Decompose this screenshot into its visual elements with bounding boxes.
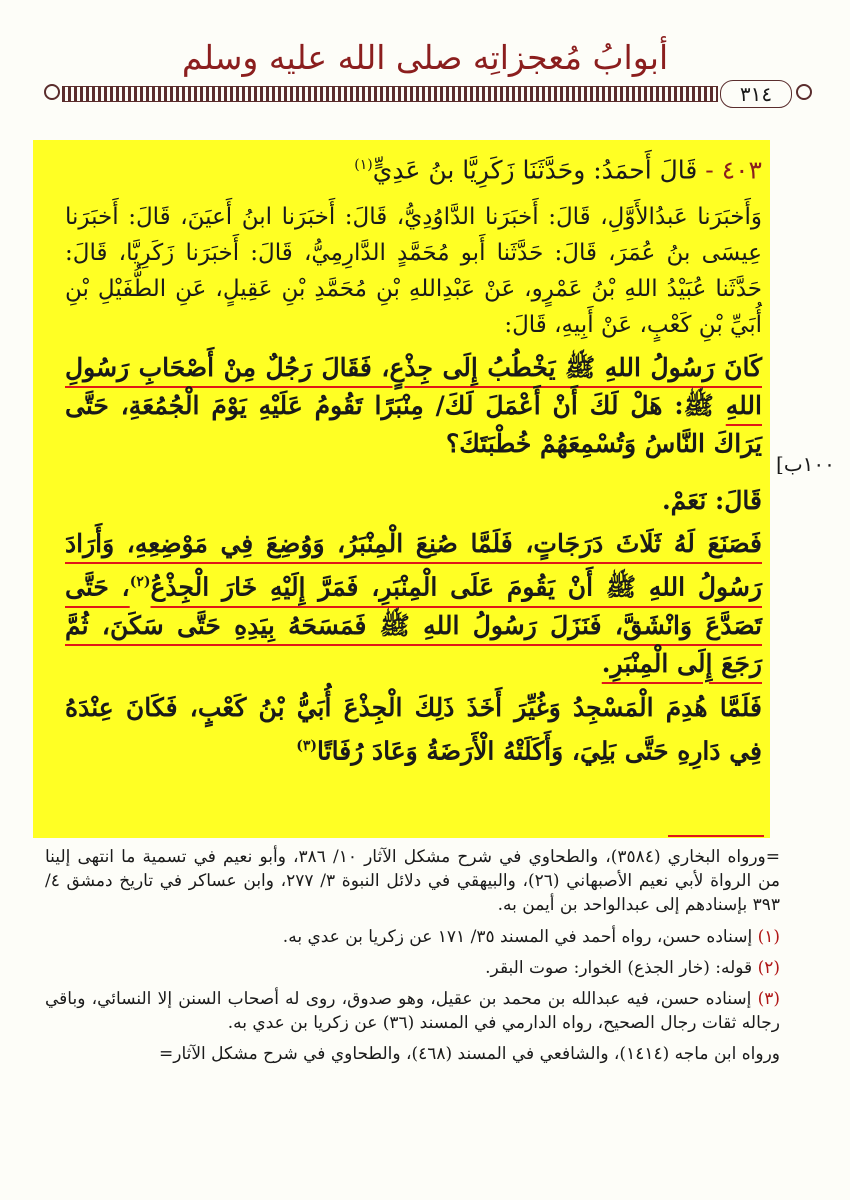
matn-paragraph-3: [55, 689, 762, 770]
footnote-ref-3: (٣): [296, 737, 318, 754]
rosette-left-icon: [44, 84, 60, 100]
hadith-opening: قَالَ أَحمَدُ: وحَدَّثَنَا زَكَرِيَّا بنُ عَدِيٍّ: [372, 155, 698, 185]
footnote-item: [45, 925, 780, 949]
footnote-text: إسناده حسن، رواه أحمد في المسند ٣٥/ ١٧١ عن زكريا بن عدي به.: [282, 927, 753, 947]
page-number: ٣١٤: [720, 80, 792, 108]
hadith-number: ٤٠٣ -: [705, 155, 762, 185]
matn-2-underlined-b: ، حَتَّى تَصَدَّعَ وَانْشَقَّ، فَنَزَلَ رَسُولُ اللهِ ﷺ فَمَسَحَهُ بِيَدِهِ حَتَّى سَكَنَ، ثُمَّ رَجَعَ إِلَى الْمِنْبَرِ.: [65, 572, 762, 678]
hadith-opening-line: [55, 148, 762, 187]
footnotes: [45, 845, 780, 1066]
footnote-text: قوله: (خار الجذع) الخوار: صوت البقر.: [485, 958, 753, 978]
hadith-body: [55, 140, 770, 838]
footnote-number: (٣): [757, 989, 781, 1009]
footnote-separator: [668, 835, 764, 837]
matn-2-underlined-a: فَصَنَعَ لَهُ ثَلَاثَ دَرَجَاتٍ، فَلَمَّا صُنِعَ الْمِنْبَرُ، وَوُضِعَ فِي مَوْضِعِهِ، وَأَرَادَ رَسُولُ اللهِ ﷺ أَنْ يَقُومَ عَلَى الْمِنْبَرِ، فَمَرَّ إِلَيْهِ خَارَ الْجِذْعُ: [65, 529, 762, 602]
footnote-text: إسناده حسن، فيه عبدالله بن محمد بن عقيل، وهو صدوق، روى له أصحاب السنن إلا النسائي، وباقي رجاله ثقات رجال الصحيح، رواه الدارمي في المسند (٣٦) عن زكريا بن عدي به.: [45, 989, 780, 1033]
matn-3: فَلَمَّا هُدِمَ الْمَسْجِدُ وَغُيِّرَ أَخَذَ ذَلِكَ الْجِذْعَ أُبَيُّ بْنُ كَعْبٍ، فَكَانَ عِنْدَهُ فِي دَارِهِ حَتَّى بَلِيَ، وَأَكَلَتْهُ الْأَرَضَةُ وَعَادَ رُفَاتًا: [65, 692, 762, 765]
footnote-continuation-intro: =ورواه البخاري (٣٥٨٤)، والطحاوي في شرح مشكل الآثار ١٠/ ٣٨٦، وأبو نعيم في تسمية ما انتهى إلينا من الرواة لأبي نعيم الأصبهاني (٢٦)، والبيهقي في دلائل النبوة ٣/ ٢٧٧، وابن عساكر في تاريخ دمشق ٤/ ٣٩٣ بإسنادهم إلى عبدالواحد بن أيمن به.: [45, 847, 780, 915]
matn-1-underlined: كَانَ رَسُولُ اللهِ ﷺ يَخْطُبُ إِلَى جِذْعٍ، فَقَالَ رَجُلٌ مِنْ أَصْحَابِ رَسُولِ اللهِ: [65, 353, 762, 421]
footnote-continuation: ورواه ابن ماجه (١٤١٤)، والشافعي في المسند (٤٦٨)، والطحاوي في شرح مشكل الآثار=: [159, 1044, 780, 1064]
matn-1-rest: ﷺ: هَلْ لَكَ أَنْ أَعْمَلَ لَكَ/ مِنْبَرًا تَقُومُ عَلَيْهِ يَوْمَ الْجُمُعَةِ، حَتَّى يَرَاكَ النَّاسُ وَتُسْمِعَهُمْ خُطْبَتَكَ؟: [65, 391, 762, 459]
footnote-number: (٢): [757, 958, 780, 978]
manuscript-folio-marker: [١٠٠ب: [776, 452, 835, 476]
matn-paragraph-1: [55, 349, 762, 463]
footnote-ref-1: (١): [354, 157, 373, 173]
isnad-chain: وَأَخبَرَنا عَبدُالأَوَّلِ، قَالَ: أَخبَرَنا الدَّاوُدِيُّ، قَالَ: أَخبَرَنا ابنُ أَعيَنَ، قَالَ: أَخبَرَنا عِيسَى بنُ عُمَرَ، قَالَ: حَدَّثَنا أَبو مُحَمَّدٍ الدَّارِمِيُّ، قَالَ: أَخبَرَنا زَكَرِيَّا، قَالَ: حَدَّثَنا عُبَيْدُ اللهِ بْنُ عَمْرٍو، عَنْ عَبْدِاللهِ بْنِ مُحَمَّدِ بْنِ عَقِيلٍ، عَنِ الطُّفَيْلِ بْنِ أُبَيِّ بْنِ كَعْبٍ، عَنْ أَبِيهِ، قَالَ:: [65, 204, 762, 339]
matn-paragraph-2: [55, 525, 762, 682]
rosette-right-icon: [796, 84, 812, 100]
footnote-item: [45, 987, 780, 1035]
running-header-title: أبوابُ مُعجزاتِه صلى الله عليه وسلم: [181, 38, 669, 77]
footnote-ref-2: (٢): [129, 574, 151, 591]
ornamental-border: [62, 86, 718, 102]
qala-naam: قَالَ: نَعَمْ.: [661, 486, 762, 516]
footnote-item: [45, 956, 780, 980]
footnote-number: (١): [757, 927, 780, 947]
